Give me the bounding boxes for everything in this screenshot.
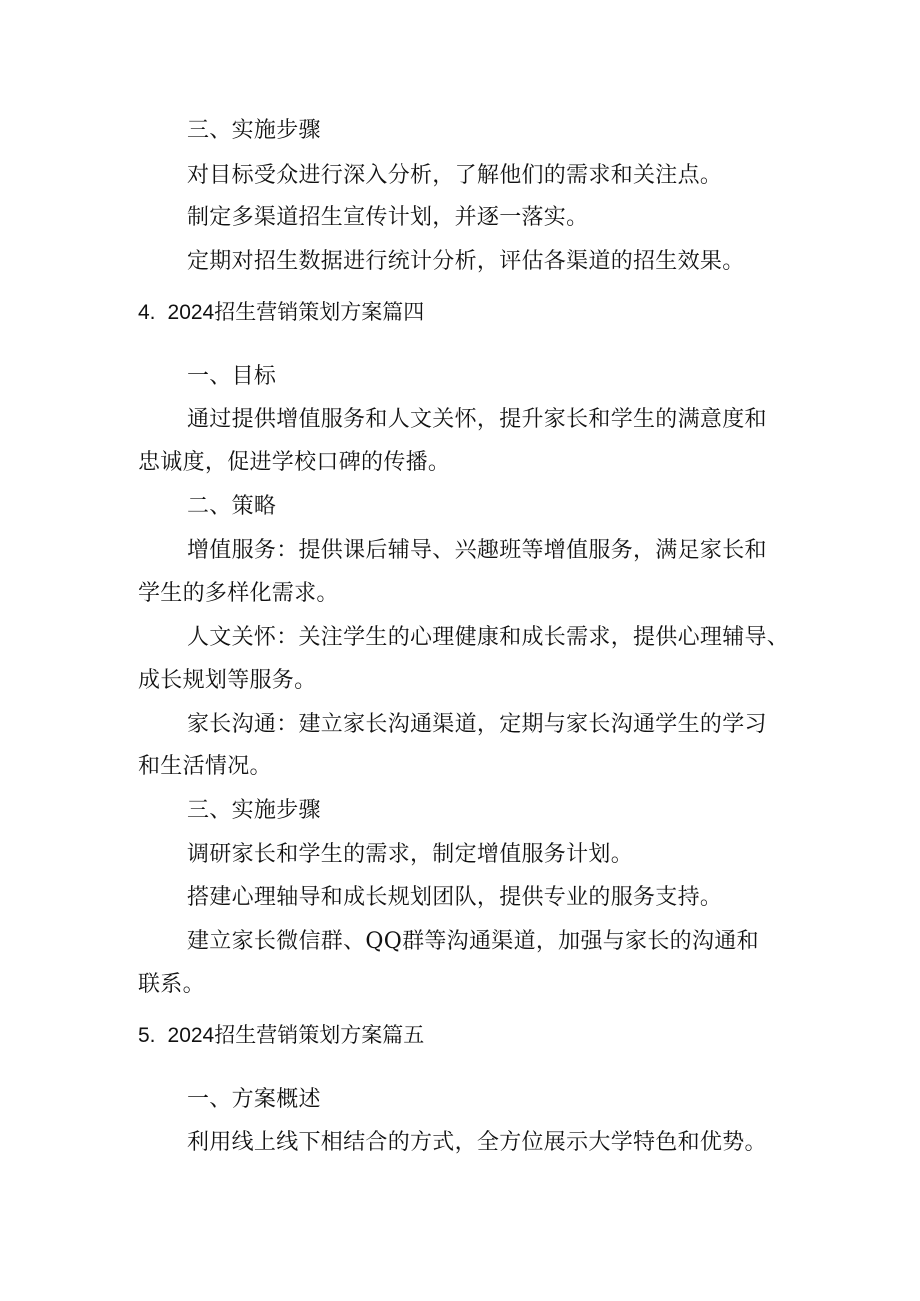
chapter-title: 2024招生营销策划方案篇五 bbox=[167, 1024, 425, 1047]
chapter-heading-4 bbox=[138, 298, 424, 328]
section-heading-implementation: 三、实施步骤 bbox=[187, 798, 321, 823]
paragraph-line: 增值服务：提供课后辅导、兴趣班等增值服务，满足家长和 bbox=[187, 538, 767, 563]
chapter-number: 4. bbox=[138, 301, 156, 324]
section-heading-goal: 一、目标 bbox=[187, 364, 277, 389]
section-heading-implementation: 三、实施步骤 bbox=[187, 118, 321, 143]
paragraph-line: 和生活情况。 bbox=[138, 754, 272, 779]
paragraph-line: 学生的多样化需求。 bbox=[138, 581, 339, 606]
paragraph-line: 建立家长微信群、QQ群等沟通渠道，加强与家长的沟通和 bbox=[187, 929, 759, 954]
paragraph-line: 搭建心理轴导和成长规划团队，提供专业的服务支持。 bbox=[187, 885, 723, 910]
paragraph-line: 成长规划等服务。 bbox=[138, 668, 317, 693]
chapter-number: 5. bbox=[138, 1024, 156, 1047]
paragraph-line: 人文关怀：关注学生的心理健康和成长需求，提供心理辅导、 bbox=[187, 625, 790, 650]
section-heading-strategy: 二、策略 bbox=[187, 494, 277, 519]
chapter-heading-5 bbox=[138, 1021, 424, 1051]
chapter-title: 2024招生营销策划方案篇四 bbox=[167, 301, 425, 324]
paragraph-line: 定期对招生数据进行统计分析，评估各渠道的招生效果。 bbox=[187, 249, 745, 274]
paragraph-line: 对目标受众进行深入分析，了解他们的需求和关注点。 bbox=[187, 163, 723, 188]
paragraph-line: 调研家长和学生的需求，制定增值服务计划。 bbox=[187, 842, 634, 867]
paragraph-line: 联系。 bbox=[138, 972, 205, 997]
section-heading-overview: 一、方案概述 bbox=[187, 1087, 321, 1112]
paragraph-line: 利用线上线下相结合的方式，全方位展示大学特色和优势。 bbox=[187, 1130, 767, 1155]
paragraph-line: 家长沟通：建立家长沟通渠道，定期与家长沟通学生的学习 bbox=[187, 712, 767, 737]
paragraph-line: 制定多渠道招生宣传计划，并逐一落实。 bbox=[187, 205, 589, 230]
paragraph-line: 忠诚度，促进学校口碑的传播。 bbox=[138, 450, 451, 475]
paragraph-line: 通过提供增值服务和人文关怀，提升家长和学生的满意度和 bbox=[187, 407, 767, 432]
